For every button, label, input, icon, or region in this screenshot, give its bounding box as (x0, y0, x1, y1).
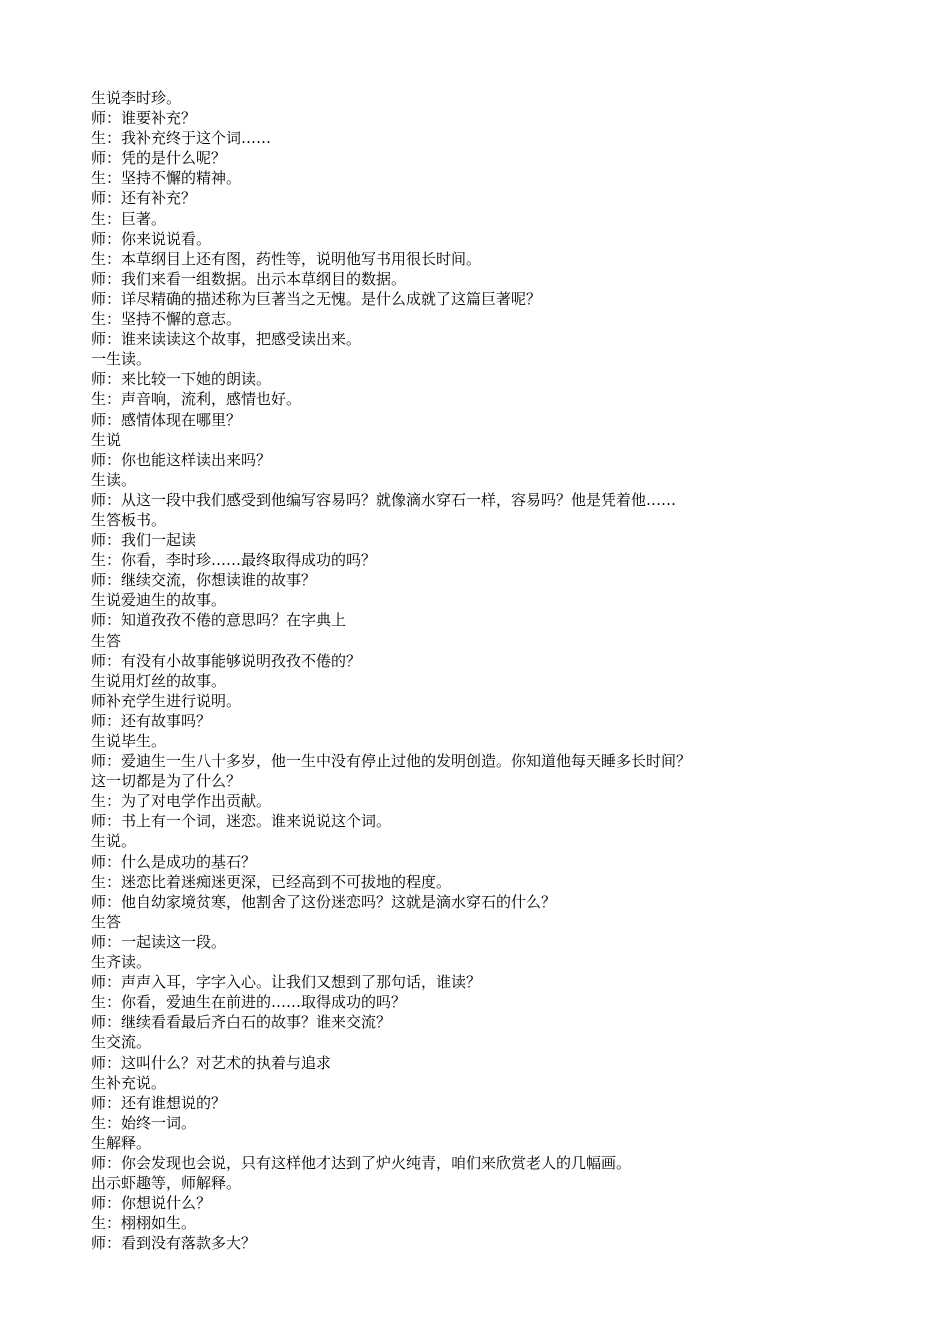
text-line: 生：巨著。 (91, 209, 167, 228)
text-line: 师：他自幼家境贫寒，他割舍了这份迷恋吗？这就是滴水穿石的什么？ (91, 892, 557, 911)
text-line: 生：声音响，流利，感情也好。 (91, 390, 302, 409)
text-line: 师：这叫什么？对艺术的执着与追求 (91, 1053, 332, 1072)
text-line: 生：始终一词。 (91, 1113, 197, 1132)
text-line: 生解释。 (91, 1133, 152, 1152)
text-line: 生齐读。 (91, 953, 152, 972)
text-line: 师：还有谁想说的？ (91, 1093, 227, 1112)
text-line: 师：看到没有落款多大？ (91, 1234, 257, 1253)
text-line: 生说爱迪生的故事。 (91, 591, 227, 610)
text-line: 师：继续看看最后齐白石的故事？谁来交流？ (91, 1013, 392, 1032)
text-line: 生：迷恋比着迷痴迷更深，已经高到不可拔地的程度。 (91, 872, 452, 891)
text-line: 师：知道孜孜不倦的意思吗？在字典上 (91, 611, 347, 630)
text-line: 师：来比较一下她的朗读。 (91, 370, 272, 389)
text-line: 师：你也能这样读出来吗？ (91, 450, 272, 469)
text-line: 师：什么是成功的基石？ (91, 852, 257, 871)
document-page (91, 88, 871, 1253)
text-line: 生答 (91, 912, 122, 931)
text-line: 师：凭的是什么呢？ (91, 149, 227, 168)
text-line: 师：爱迪生一生八十多岁，他一生中没有停止过他的发明创造。你知道他每天睡多长时间？ (91, 752, 692, 771)
text-line: 一生读。 (91, 350, 152, 369)
text-line: 师：我们来看一组数据。出示本草纲目的数据。 (91, 269, 407, 288)
text-line: 生读。 (91, 470, 137, 489)
text-line: 生：坚持不懈的意志。 (91, 310, 242, 329)
text-line: 师：你想说什么？ (91, 1194, 212, 1213)
text-line: 师：从这一段中我们感受到他编写容易吗？就像滴水穿石一样，容易吗？他是凭着他…… (91, 490, 677, 509)
text-line: 生：我补充终于这个词…… (91, 129, 272, 148)
text-line: 生答 (91, 631, 122, 650)
text-line: 师：声声入耳，字字入心。让我们又想到了那句话，谁读？ (91, 973, 482, 992)
text-line: 师：有没有小故事能够说明孜孜不倦的？ (91, 651, 362, 670)
text-line: 师补充学生进行说明。 (91, 691, 242, 710)
text-line: 生交流。 (91, 1033, 152, 1052)
text-line: 师：还有补充？ (91, 189, 197, 208)
text-line: 师：感情体现在哪里？ (91, 410, 242, 429)
text-line: 师：你来说说看。 (91, 229, 212, 248)
text-line: 师：一起读这一段。 (91, 932, 227, 951)
text-line: 生：你看，爱迪生在前进的……取得成功的吗？ (91, 993, 407, 1012)
text-line: 生：坚持不懈的精神。 (91, 169, 242, 188)
text-line: 出示虾趣等，师解释。 (91, 1174, 242, 1193)
text-line: 生：你看，李时珍……最终取得成功的吗？ (91, 551, 377, 570)
text-line: 生说。 (91, 832, 137, 851)
text-line: 生说用灯丝的故事。 (91, 671, 227, 690)
text-line: 生说李时珍。 (91, 89, 182, 107)
text-line: 师：详尽精确的描述称为巨著当之无愧。是什么成就了这篇巨著呢？ (91, 289, 542, 308)
text-line: 生说毕生。 (91, 732, 167, 750)
text-line: 师：还有故事吗？ (91, 711, 212, 730)
text-line: 生：栩栩如生。 (91, 1214, 197, 1233)
text-line: 师：谁要补充？ (91, 109, 197, 128)
text-line: 师：我们一起读 (91, 531, 197, 550)
text-line: 生：为了对电学作出贡献。 (91, 792, 272, 811)
text-line: 生说 (91, 430, 122, 449)
text-line: 师：继续交流，你想读谁的故事？ (91, 571, 317, 590)
text-line: 生：本草纲目上还有图，药性等，说明他写书用很长时间。 (91, 249, 482, 268)
text-line: 师：你会发现也会说，只有这样他才达到了炉火纯青，咱们来欣赏老人的几幅画。 (91, 1153, 632, 1172)
text-line: 这一切都是为了什么？ (91, 772, 242, 791)
text-line: 生答板书。 (91, 510, 167, 529)
text-line: 师：书上有一个词，迷恋。谁来说说这个词。 (91, 812, 392, 831)
text-line: 生补充说。 (91, 1073, 167, 1092)
text-line: 师：谁来读读这个故事，把感受读出来。 (91, 330, 362, 349)
